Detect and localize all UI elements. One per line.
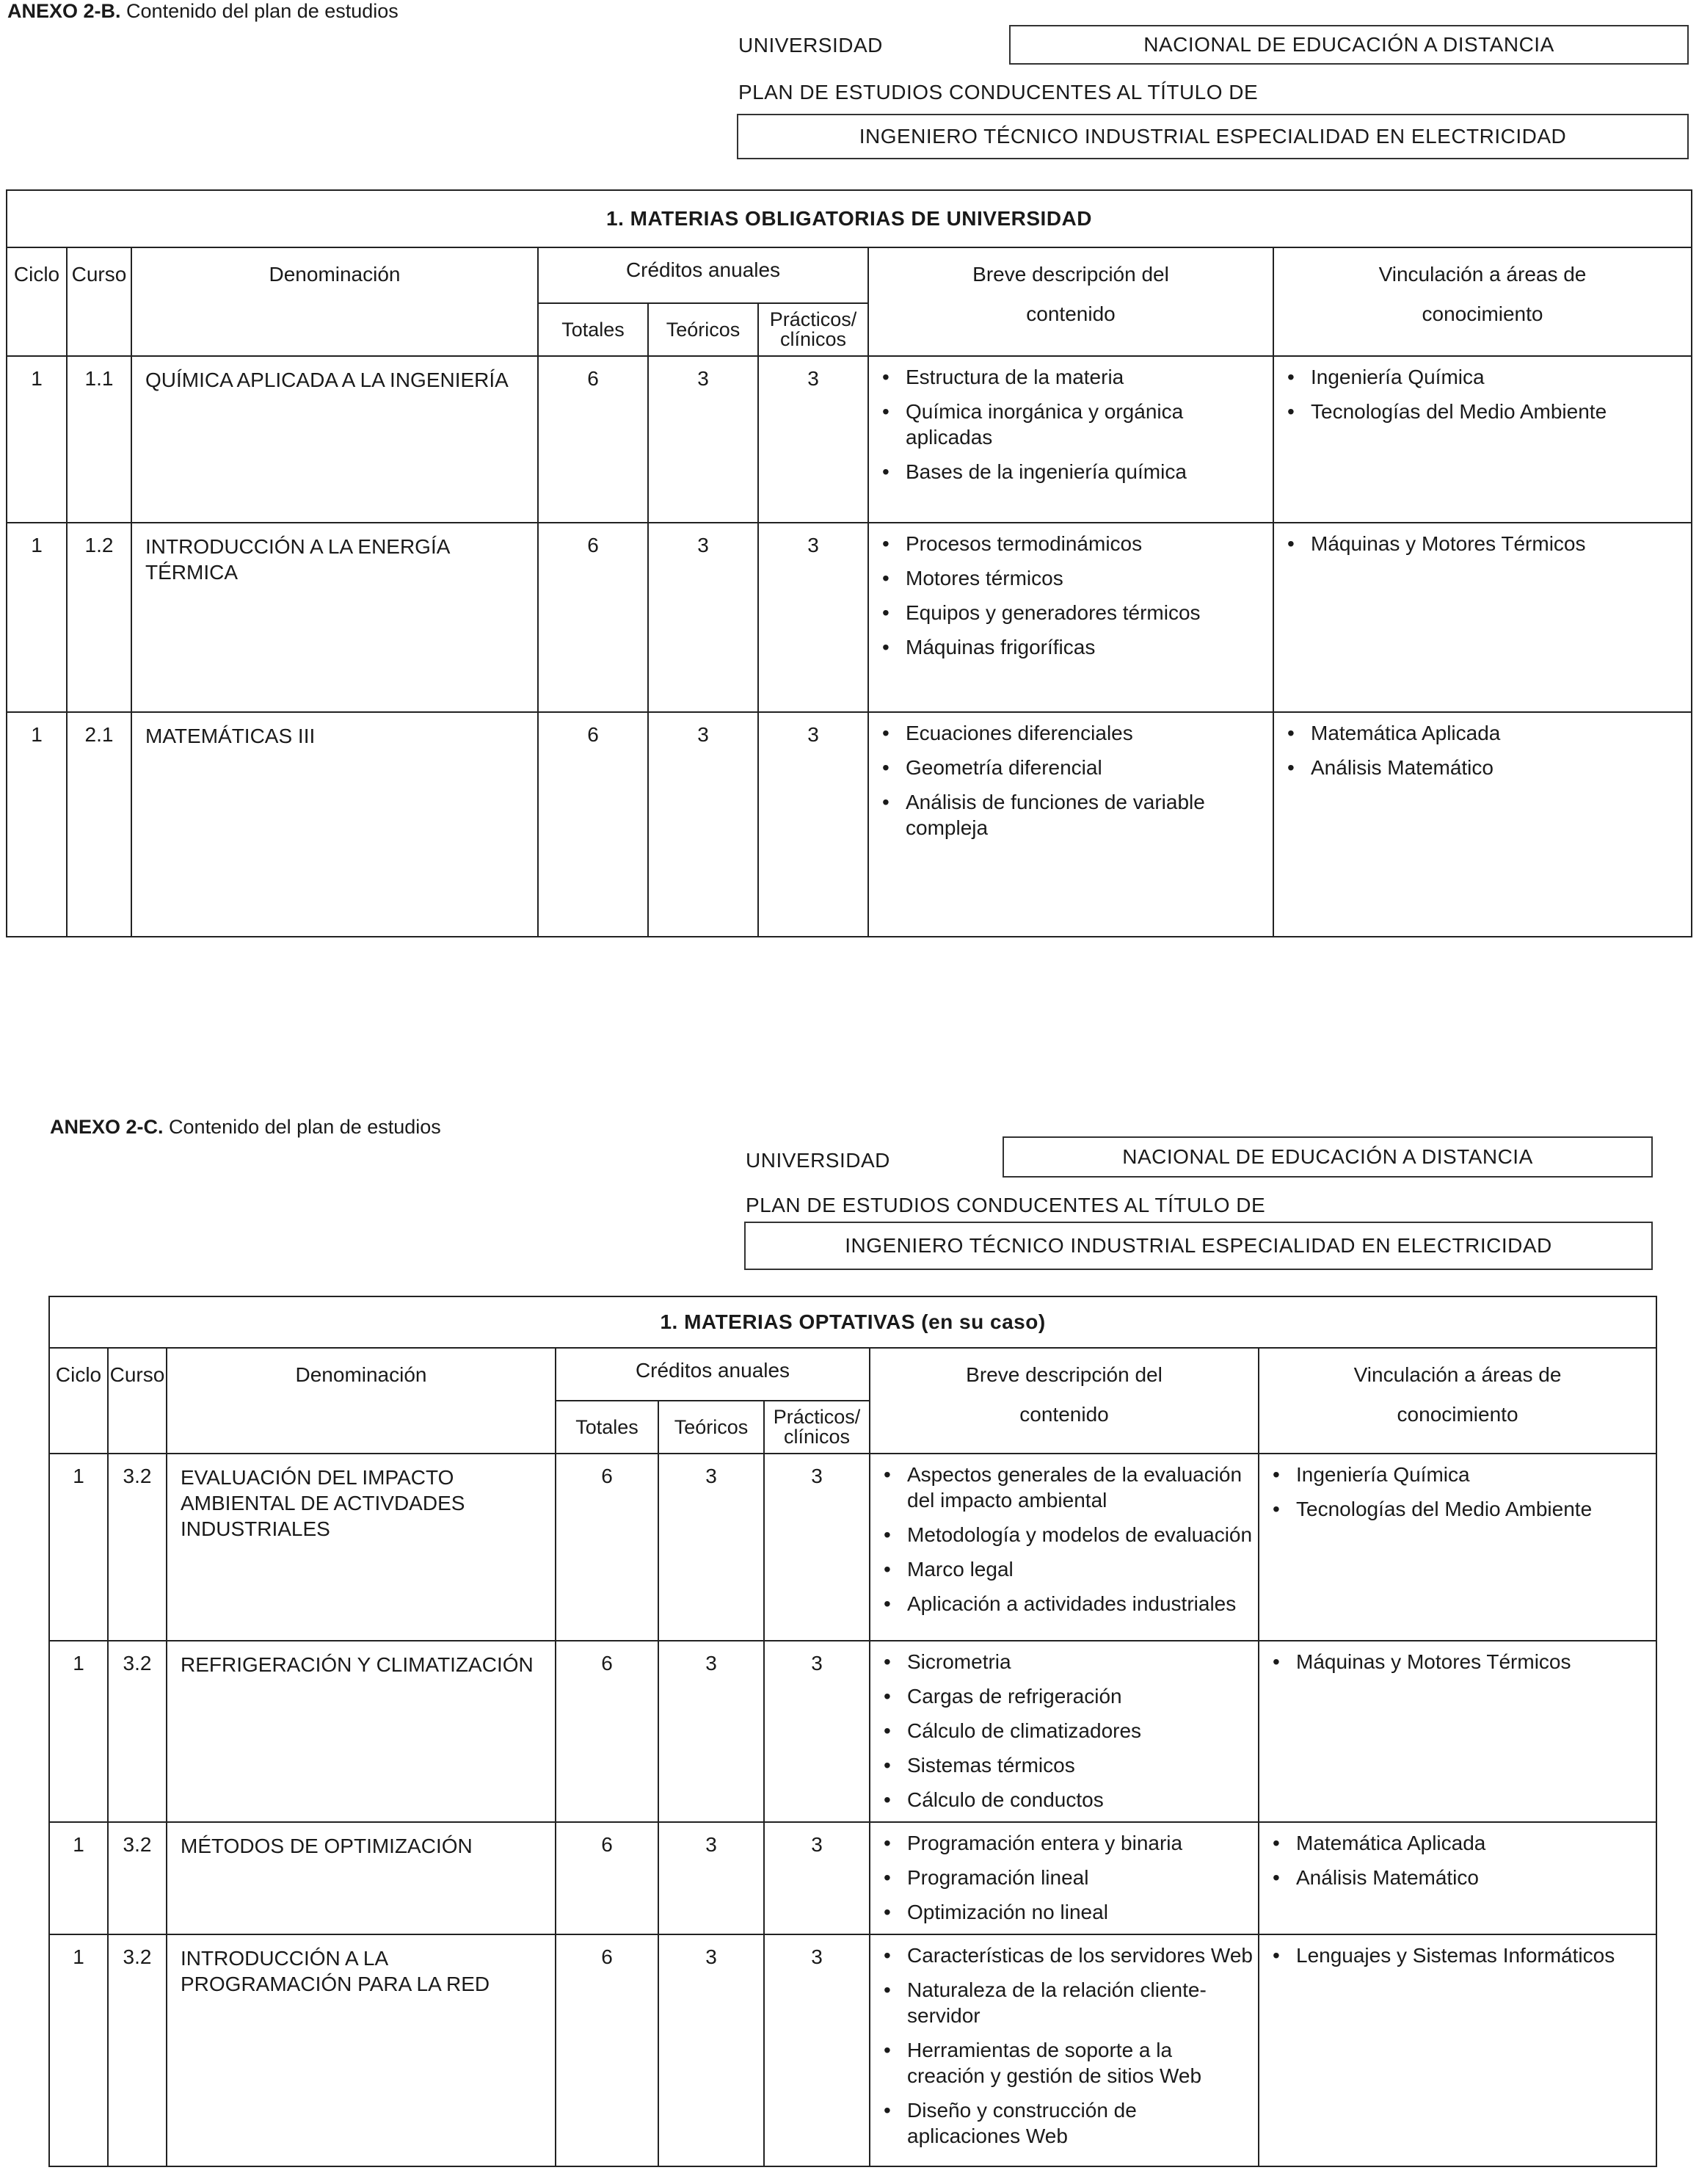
header-practicos <box>758 303 868 356</box>
titulo-value-box-c: INGENIERO TÉCNICO INDUSTRIAL ESPECIALIDAD EN ELECTRICIDAD <box>744 1222 1653 1270</box>
header-practicos-line2: clínicos <box>779 328 847 350</box>
table-row <box>49 1454 1656 1641</box>
row-descripcion-list <box>869 713 1273 841</box>
header-practicos-line2: clínicos <box>783 1426 851 1448</box>
row-areas <box>1273 356 1692 523</box>
descripcion-item: • Metodología y modelos de evaluación <box>879 1522 1254 1548</box>
descripcion-item: • Naturaleza de la relación cliente-servidor <box>879 1977 1254 2028</box>
descripcion-item: • Aplicación a actividades industriales <box>879 1591 1254 1617</box>
table-row <box>49 1822 1656 1934</box>
descripcion-item: • Equipos y generadores térmicos <box>878 600 1268 625</box>
anexo-c-heading <box>50 1116 441 1139</box>
row-curso: 3.2 <box>108 1934 167 2166</box>
row-teoricos: 3 <box>658 1454 764 1641</box>
row-ciclo: 1 <box>7 523 67 712</box>
row-denominacion: MÉTODOS DE OPTIMIZACIÓN <box>167 1822 556 1934</box>
header-descripcion <box>868 247 1273 356</box>
row-areas <box>1259 1822 1656 1934</box>
header-vinculacion-line1: Vinculación a áreas de <box>1353 1363 1562 1386</box>
row-practicos: 3 <box>758 523 868 712</box>
row-curso: 3.2 <box>108 1454 167 1641</box>
row-ciclo: 1 <box>7 356 67 523</box>
header-descripcion <box>870 1348 1259 1454</box>
row-areas-list <box>1274 357 1691 424</box>
titulo-value-box-b: INGENIERO TÉCNICO INDUSTRIAL ESPECIALIDAD EN ELECTRICIDAD <box>737 114 1689 159</box>
row-totales: 6 <box>556 1641 658 1822</box>
descripcion-item: • Ecuaciones diferenciales <box>878 720 1268 746</box>
header-teoricos: Teóricos <box>658 1401 764 1454</box>
row-teoricos: 3 <box>658 1641 764 1822</box>
row-ciclo: 1 <box>49 1641 108 1822</box>
descripcion-item: • Motores térmicos <box>878 565 1268 591</box>
descripcion-item: • Procesos termodinámicos <box>878 531 1268 556</box>
row-ciclo: 1 <box>49 1934 108 2166</box>
row-practicos: 3 <box>758 356 868 523</box>
table-title-c: 1. MATERIAS OPTATIVAS (en su caso) <box>49 1296 1656 1348</box>
row-totales: 6 <box>556 1934 658 2166</box>
universidad-label-b: UNIVERSIDAD <box>738 34 883 57</box>
descripcion-item: • Diseño y construcción de aplicaciones Web <box>879 2097 1254 2149</box>
area-item: • Matemática Aplicada <box>1283 720 1687 746</box>
row-areas <box>1259 1934 1656 2166</box>
descripcion-item: • Optimización no lineal <box>879 1899 1254 1925</box>
descripcion-item: • Bases de la ingeniería química <box>878 459 1268 485</box>
descripcion-item: • Cálculo de conductos <box>879 1787 1254 1813</box>
area-item: • Máquinas y Motores Térmicos <box>1268 1649 1651 1675</box>
plan-label-b: PLAN DE ESTUDIOS CONDUCENTES AL TÍTULO DE <box>738 81 1259 104</box>
row-practicos: 3 <box>764 1641 870 1822</box>
table-row <box>49 1934 1656 2166</box>
row-descripcion-list <box>869 523 1273 660</box>
area-item: • Ingeniería Química <box>1283 364 1687 390</box>
table-row <box>7 523 1692 712</box>
descripcion-item: • Geometría diferencial <box>878 755 1268 780</box>
header-ciclo: Ciclo <box>7 247 67 356</box>
anexo-b-label: ANEXO 2-B. <box>7 0 121 22</box>
header-vinculacion <box>1259 1348 1656 1454</box>
row-descripcion <box>868 523 1273 712</box>
row-areas-list <box>1259 1935 1656 1968</box>
header-descripcion-line1: Breve descripción del <box>972 263 1169 286</box>
universidad-value-box-c: NACIONAL DE EDUCACIÓN A DISTANCIA <box>1003 1136 1653 1178</box>
row-descripcion <box>868 712 1273 937</box>
row-descripcion <box>870 1822 1259 1934</box>
descripcion-item: • Programación lineal <box>879 1865 1254 1890</box>
table-row <box>49 1641 1656 1822</box>
anexo-b-subtitle: Contenido del plan de estudios <box>120 0 399 22</box>
header-totales: Totales <box>538 303 648 356</box>
row-teoricos: 3 <box>648 523 758 712</box>
row-practicos: 3 <box>764 1454 870 1641</box>
header-denominacion: Denominación <box>167 1348 556 1454</box>
row-denominacion: REFRIGERACIÓN Y CLIMATIZACIÓN <box>167 1641 556 1822</box>
area-item: • Ingeniería Química <box>1268 1462 1651 1487</box>
row-curso: 3.2 <box>108 1641 167 1822</box>
descripcion-item: • Estructura de la materia <box>878 364 1268 390</box>
row-ciclo: 1 <box>7 712 67 937</box>
header-practicos-line1: Prácticos/ <box>773 1406 861 1428</box>
row-ciclo: 1 <box>49 1822 108 1934</box>
descripcion-item: • Cálculo de climatizadores <box>879 1718 1254 1744</box>
header-totales: Totales <box>556 1401 658 1454</box>
row-curso: 3.2 <box>108 1822 167 1934</box>
header-creditos-anuales: Créditos anuales <box>556 1348 870 1401</box>
row-areas <box>1259 1454 1656 1641</box>
materias-optativas-table <box>48 1296 1657 2167</box>
universidad-label-c: UNIVERSIDAD <box>746 1149 890 1172</box>
header-descripcion-line1: Breve descripción del <box>966 1363 1163 1386</box>
row-practicos: 3 <box>758 712 868 937</box>
row-practicos: 3 <box>764 1934 870 2166</box>
descripcion-item: • Aspectos generales de la evaluación del impacto ambiental <box>879 1462 1254 1513</box>
plan-label-c: PLAN DE ESTUDIOS CONDUCENTES AL TÍTULO DE <box>746 1194 1266 1216</box>
row-curso: 2.1 <box>67 712 131 937</box>
table-title-b: 1. MATERIAS OBLIGATORIAS DE UNIVERSIDAD <box>7 190 1692 247</box>
area-item: • Máquinas y Motores Térmicos <box>1283 531 1687 556</box>
row-totales: 6 <box>538 523 648 712</box>
row-totales: 6 <box>538 712 648 937</box>
descripcion-item: • Cargas de refrigeración <box>879 1683 1254 1709</box>
row-denominacion: MATEMÁTICAS III <box>131 712 538 937</box>
anexo-c-label: ANEXO 2-C. <box>50 1116 164 1138</box>
table-row <box>7 356 1692 523</box>
row-areas <box>1259 1641 1656 1822</box>
row-totales: 6 <box>556 1822 658 1934</box>
header-curso: Curso <box>108 1348 167 1454</box>
header-teoricos: Teóricos <box>648 303 758 356</box>
header-descripcion-line2: contenido <box>1026 302 1116 326</box>
row-ciclo: 1 <box>49 1454 108 1641</box>
descripcion-item: • Análisis de funciones de variable compleja <box>878 789 1268 841</box>
row-areas-list <box>1259 1454 1656 1522</box>
row-descripcion-list <box>870 1454 1258 1617</box>
area-item: • Matemática Aplicada <box>1268 1830 1651 1856</box>
row-descripcion-list <box>870 1823 1258 1925</box>
row-descripcion <box>870 1934 1259 2166</box>
header-ciclo: Ciclo <box>49 1348 108 1454</box>
row-descripcion-list <box>870 1641 1258 1813</box>
universidad-value-box-b: NACIONAL DE EDUCACIÓN A DISTANCIA <box>1009 25 1689 65</box>
header-vinculacion-line1: Vinculación a áreas de <box>1378 263 1587 286</box>
row-denominacion: INTRODUCCIÓN A LA ENERGÍA TÉRMICA <box>131 523 538 712</box>
descripcion-item: • Química inorgánica y orgánica aplicadas <box>878 399 1268 450</box>
header-vinculacion-line2: conocimiento <box>1397 1403 1518 1426</box>
area-item: • Tecnologías del Medio Ambiente <box>1268 1496 1651 1522</box>
row-teoricos: 3 <box>658 1934 764 2166</box>
header-practicos <box>764 1401 870 1454</box>
descripcion-item: • Sicrometria <box>879 1649 1254 1675</box>
row-teoricos: 3 <box>648 356 758 523</box>
row-practicos: 3 <box>764 1822 870 1934</box>
row-areas <box>1273 712 1692 937</box>
descripcion-item: • Programación entera y binaria <box>879 1830 1254 1856</box>
row-areas <box>1273 523 1692 712</box>
row-teoricos: 3 <box>658 1822 764 1934</box>
area-item: • Tecnologías del Medio Ambiente <box>1283 399 1687 424</box>
row-denominacion: INTRODUCCIÓN A LA PROGRAMACIÓN PARA LA RED <box>167 1934 556 2166</box>
header-denominacion: Denominación <box>131 247 538 356</box>
row-totales: 6 <box>538 356 648 523</box>
row-areas-list <box>1259 1823 1656 1890</box>
row-descripcion <box>868 356 1273 523</box>
anexo-c-subtitle: Contenido del plan de estudios <box>163 1116 441 1138</box>
row-curso: 1.2 <box>67 523 131 712</box>
descripcion-item: • Marco legal <box>879 1556 1254 1582</box>
anexo-b-heading <box>7 0 399 23</box>
header-practicos-line1: Prácticos/ <box>769 308 857 330</box>
descripcion-item: • Máquinas frigoríficas <box>878 634 1268 660</box>
table-row <box>7 712 1692 937</box>
row-totales: 6 <box>556 1454 658 1641</box>
row-teoricos: 3 <box>648 712 758 937</box>
row-descripcion <box>870 1641 1259 1822</box>
descripcion-item: • Herramientas de soporte a la creación y gestión de sitios Web <box>879 2037 1254 2089</box>
row-areas-list <box>1274 713 1691 780</box>
descripcion-item: • Sistemas térmicos <box>879 1752 1254 1778</box>
row-descripcion <box>870 1454 1259 1641</box>
row-areas-list <box>1259 1641 1656 1675</box>
area-item: • Análisis Matemático <box>1268 1865 1651 1890</box>
row-descripcion-list <box>869 357 1273 485</box>
area-item: • Análisis Matemático <box>1283 755 1687 780</box>
header-descripcion-line2: contenido <box>1019 1403 1109 1426</box>
header-vinculacion <box>1273 247 1692 356</box>
header-curso: Curso <box>67 247 131 356</box>
header-vinculacion-line2: conocimiento <box>1422 302 1543 326</box>
row-denominacion: EVALUACIÓN DEL IMPACTO AMBIENTAL DE ACTIVDADES INDUSTRIALES <box>167 1454 556 1641</box>
row-descripcion-list <box>870 1935 1258 2149</box>
header-creditos-anuales: Créditos anuales <box>538 247 868 303</box>
area-item: • Lenguajes y Sistemas Informáticos <box>1268 1942 1651 1968</box>
row-curso: 1.1 <box>67 356 131 523</box>
row-areas-list <box>1274 523 1691 556</box>
row-denominacion: QUÍMICA APLICADA A LA INGENIERÍA <box>131 356 538 523</box>
materias-obligatorias-table <box>6 189 1692 937</box>
descripcion-item: • Características de los servidores Web <box>879 1942 1254 1968</box>
